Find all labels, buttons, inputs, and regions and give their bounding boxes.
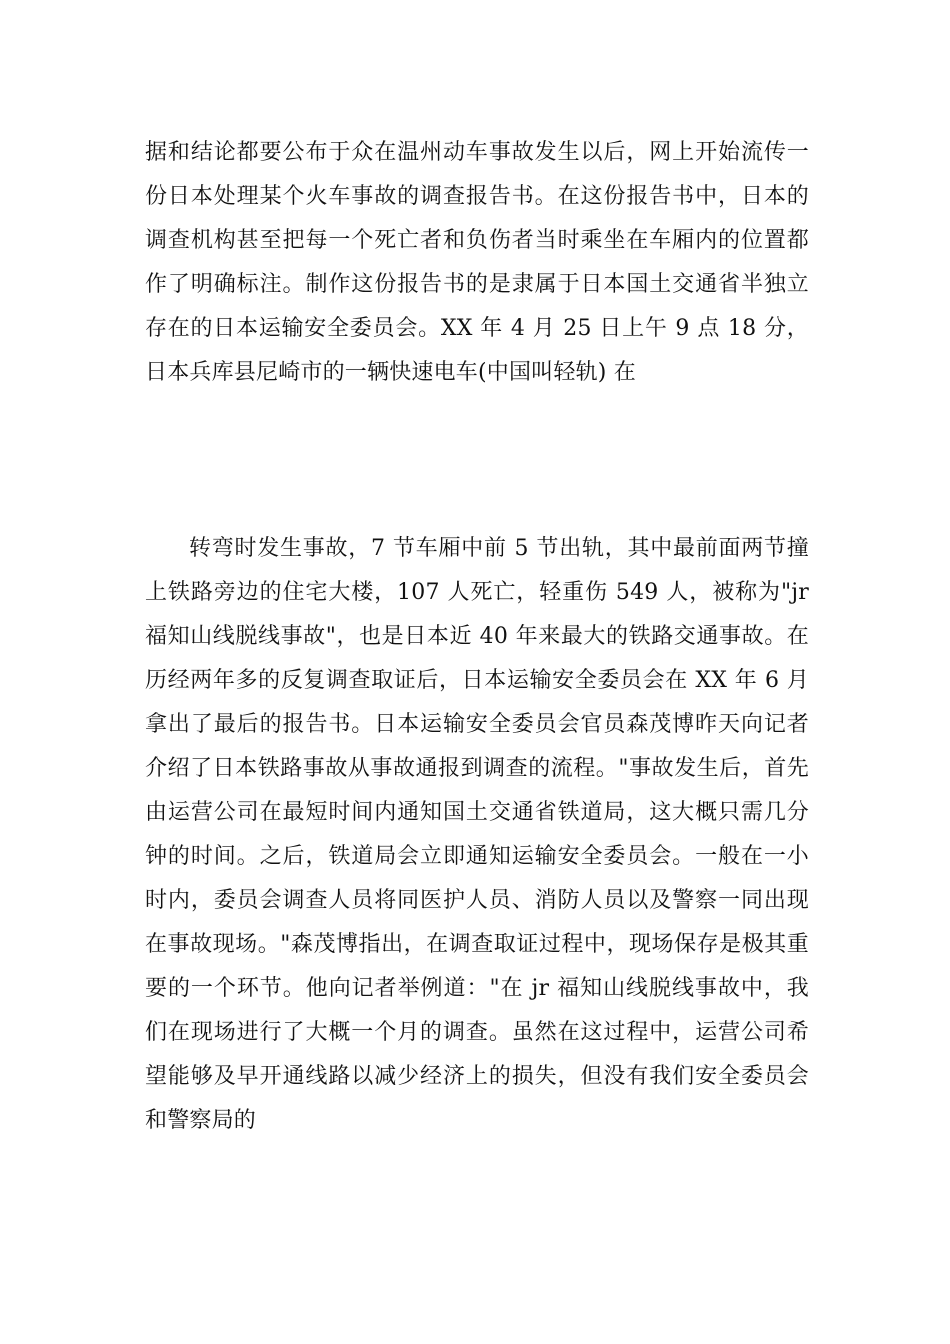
body-paragraph-2: 转弯时发生事故，7 节车厢中前 5 节出轨，其中最前面两节撞上铁路旁边的住宅大楼，107 人死亡，轻重伤 549 人，被称为"jr 福知山线脱线事故"，也是日本近 40 年来最大的铁路交通事故。在历经两年多的反复调查取证后，日本运输安全委员会在 XX 年 6 月拿出了最后的报告书。日本运输安全委员会官员森茂博昨天向记者介绍了日本铁路事故从事故通报到调查的流程。"事故发生后，首先由运营公司在最短时间内通知国土交通省铁道局，这大概只需几分钟的时间。之后，铁道局会立即通知运输安全委员会。一般在一小时内，委员会调查人员将同医护人员、消防人员以及警察一同出现在事故现场。"森茂博指出，在调查取证过程中，现场保存是极其重要的一个环节。他向记者举例道："在 jr 福知山线脱线事故中，我们在现场进行了大概一个月的调查。虽然在这过程中，运营公司希望能够及早开通线路以减少经济上的损失，但没有我们安全委员会和警察局的	[145, 536, 809, 1133]
body-paragraph-1: 据和结论都要公布于众在温州动车事故发生以后，网上开始流传一份日本处理某个火车事故的调查报告书。在这份报告书中，日本的调查机构甚至把每一个死亡者和负伤者当时乘坐在车厢内的位置都作了明确标注。制作这份报告书的是隶属于日本国土交通省半独立存在的日本运输安全委员会。XX 年 4 月 25 日上午 9 点 18 分，日本兵库县尼崎市的一辆快速电车(中国叫轻轨) 在	[145, 140, 809, 385]
